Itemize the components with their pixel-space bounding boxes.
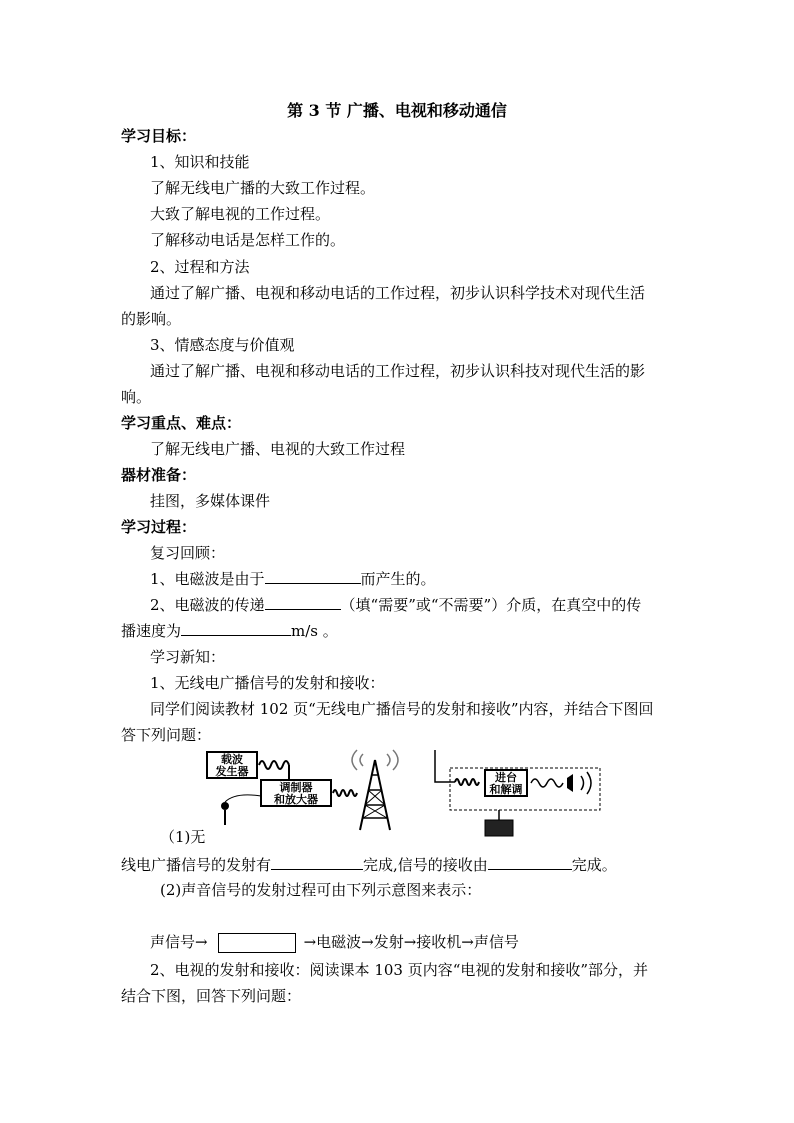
review-label: 复习回顾： <box>150 544 226 562</box>
audio-wave <box>531 779 563 787</box>
section-1-heading: 1、无线电广播信号的发射和接收： <box>150 674 385 692</box>
process-heading: 学习过程： <box>121 518 197 536</box>
answer-blank-q2a[interactable] <box>265 595 341 610</box>
objective-2: 2、过程和方法 <box>150 258 250 276</box>
receiver-antenna <box>435 750 455 782</box>
flow-answer-box[interactable] <box>218 933 296 953</box>
question-1-text-b: 而产生的。 <box>360 570 436 588</box>
demodulator-label-1: 进台 <box>495 771 517 784</box>
section-2-line2: 结合下图，回答下列问题： <box>121 987 302 1005</box>
objectives-heading: 学习目标： <box>121 127 197 145</box>
modulator-label-1: 调制器 <box>279 781 313 794</box>
question-2-text-a: 2、电磁波的传递 <box>150 596 265 614</box>
answer-blank-transmit[interactable] <box>271 855 363 870</box>
modulated-wave <box>333 790 357 796</box>
objective-1c: 了解移动电话是怎样工作的。 <box>150 231 346 249</box>
keypoints-text: 了解无线电广播、电视的大致工作过程 <box>150 440 406 458</box>
objective-3: 3、情感态度与价值观 <box>150 336 295 354</box>
sub-question-2: (2)声音信号的发射过程可由下列示意图来表示： <box>160 881 482 899</box>
objective-2a-line1: 通过了解广播、电视和移动电话的工作过程，初步认识科学技术对现代生活 <box>150 284 646 302</box>
flow-rest: →电磁波→发射→接收机→声信号 <box>303 933 519 951</box>
section-1-read-line2: 答下列问题： <box>121 726 212 744</box>
answer-blank-q1[interactable] <box>265 569 361 584</box>
flow-start: 声信号→ <box>150 933 208 951</box>
answer-blank-receive[interactable] <box>488 855 572 870</box>
section-2-line1: 2、电视的发射和接收：阅读课本 103 页内容“电视的发射和接收”部分，并 <box>150 961 649 979</box>
objective-1: 1、知识和技能 <box>150 153 250 171</box>
new-knowledge-label: 学习新知： <box>150 648 226 666</box>
transmit-tower-icon <box>352 750 398 830</box>
section-1-read-line1: 同学们阅读教材 102 页“无线电广播信号的发射和接收”内容，并结合下图回 <box>150 700 654 718</box>
carrier-label-2: 发生器 <box>215 765 249 778</box>
question-1-text-a: 1、电磁波是由于 <box>150 570 265 588</box>
carrier-label-1: 载波 <box>221 753 243 766</box>
demodulator-label-2: 和解调 <box>489 783 523 796</box>
materials-text: 挂图，多媒体课件 <box>150 492 271 510</box>
signal-flow <box>150 932 519 953</box>
sub-question-1 <box>121 855 617 875</box>
objective-1a: 了解无线电广播的大致工作过程。 <box>150 179 376 197</box>
microphone-icon <box>221 802 229 810</box>
page-title: 第 3 节 广播、电视和移动通信 <box>287 101 507 120</box>
received-wave <box>455 779 479 785</box>
question-2-text-b: （填“需要”或“不需要”）介质，在真空中的传 <box>340 596 642 614</box>
sub-question-1-start: （1)无 <box>160 828 206 846</box>
objective-2a-line2: 的影响。 <box>121 310 182 328</box>
modulator-label-2: 和放大器 <box>274 793 318 806</box>
question-1 <box>150 569 436 589</box>
radio-diagram-svg <box>205 740 615 840</box>
answer-blank-q2b[interactable] <box>181 621 291 636</box>
radio-set-icon <box>485 820 513 836</box>
question-2-line2 <box>121 621 338 641</box>
question-2-text-c: 播速度为 <box>121 622 182 640</box>
sub-question-1-text-b: 线电广播信号的发射有 <box>121 856 272 874</box>
radio-broadcast-diagram <box>205 740 615 840</box>
materials-heading: 器材准备： <box>121 466 197 484</box>
keypoints-heading: 学习重点、难点： <box>121 414 242 432</box>
microphone-cable <box>225 795 261 802</box>
sub-question-1-text-c: 完成,信号的接收由 <box>363 856 488 874</box>
sub-question-1-text-d: 完成。 <box>571 856 617 874</box>
carrier-wave <box>259 761 289 769</box>
sound-waves-icon <box>581 772 591 794</box>
objective-3a-line1: 通过了解广播、电视和移动电话的工作过程，初步认识科技对现代生活的影 <box>150 362 646 380</box>
question-2-line1 <box>150 595 641 615</box>
objective-1b: 大致了解电视的工作过程。 <box>150 205 331 223</box>
speaker-icon <box>567 774 573 792</box>
question-2-text-d: m/s 。 <box>291 622 338 640</box>
objective-3a-line2: 响。 <box>121 388 152 406</box>
